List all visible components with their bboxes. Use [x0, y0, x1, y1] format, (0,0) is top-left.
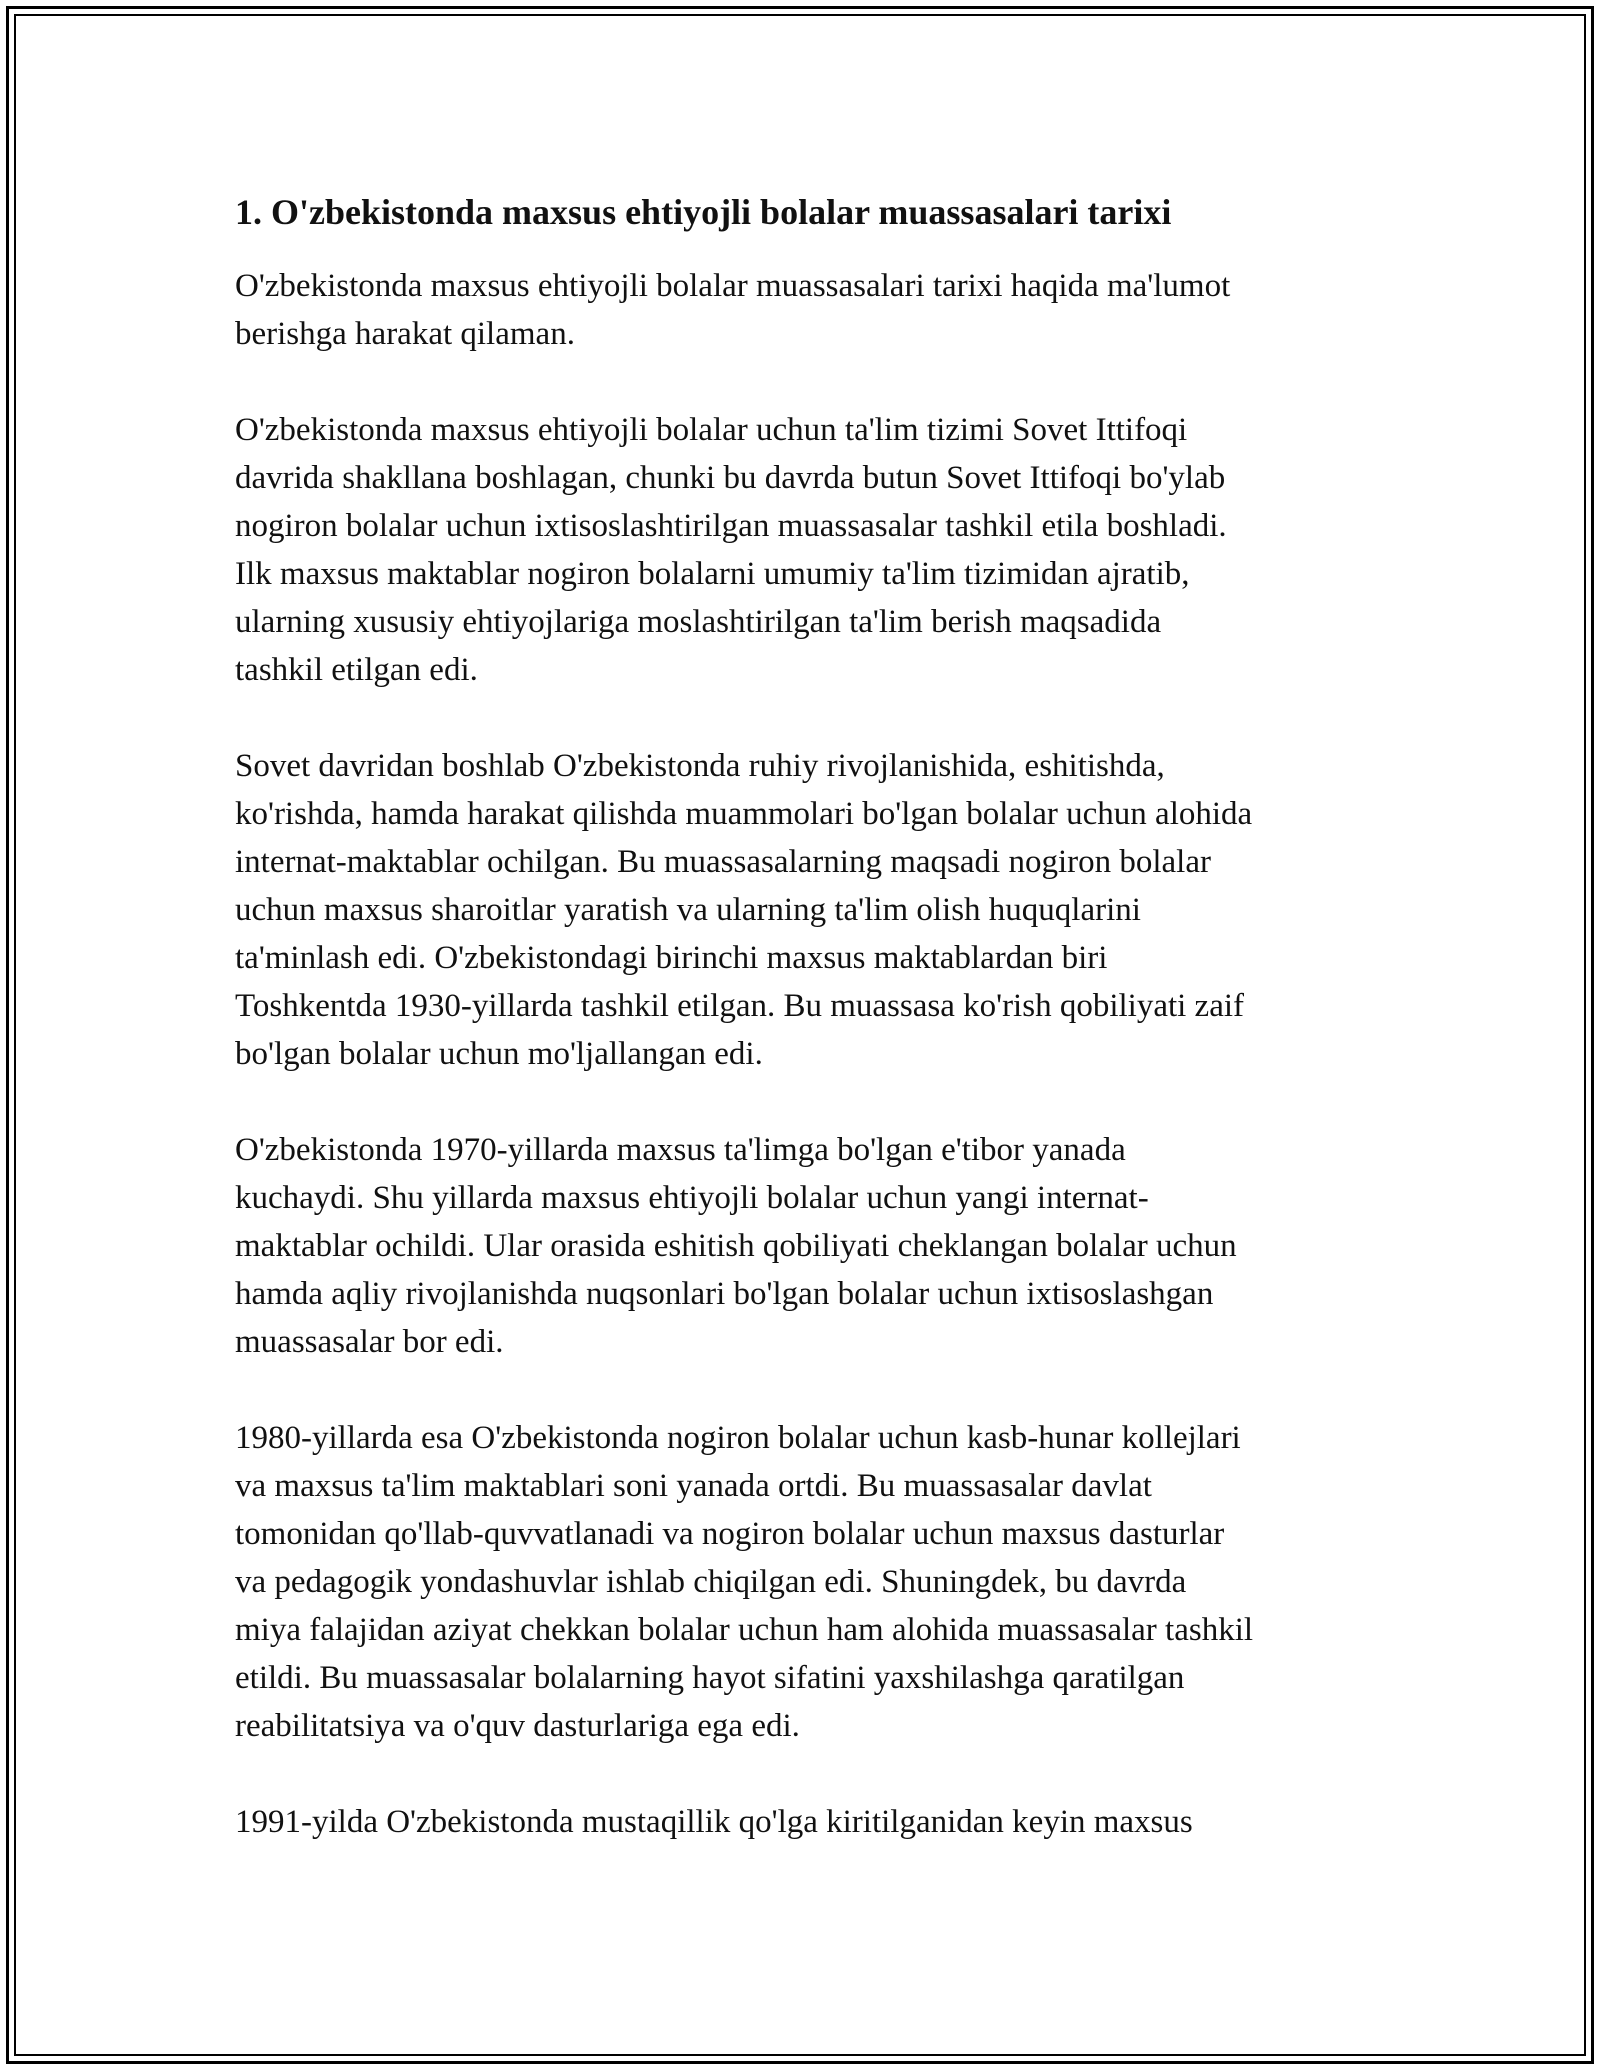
- text-line: berishga harakat qilaman.: [235, 316, 575, 352]
- text-line: tashkil etilgan edi.: [235, 652, 478, 688]
- text-line: miya falajidan aziyat chekkan bolalar uchun ham alohida muassasalar tashkil: [235, 1612, 1254, 1648]
- paragraph-1: [235, 262, 1375, 358]
- text-line: O'zbekistonda maxsus ehtiyojli bolalar muassasalari tarixi haqida ma'lumot: [235, 268, 1231, 304]
- paragraph-2: [235, 406, 1375, 694]
- text-line: ularning xususiy ehtiyojlariga moslashtirilgan ta'lim berish maqsadida: [235, 604, 1162, 640]
- text-line: maktablar ochildi. Ular orasida eshitish qobiliyati cheklangan bolalar uchun: [235, 1228, 1237, 1264]
- text-line: nogiron bolalar uchun ixtisoslashtirilgan muassasalar tashkil etila boshladi.: [235, 508, 1227, 544]
- text-line: O'zbekistonda 1970-yillarda maxsus ta'limga bo'lgan e'tibor yanada: [235, 1132, 1126, 1168]
- page-title: 1. O'zbekistonda maxsus ehtiyojli bolalar muassasalari tarixi: [235, 192, 1172, 232]
- text-line: ko'rishda, hamda harakat qilishda muammolari bo'lgan bolalar uchun alohida: [235, 796, 1253, 832]
- text-line: 1980-yillarda esa O'zbekistonda nogiron bolalar uchun kasb-hunar kollejlari: [235, 1420, 1241, 1456]
- text-line: hamda aqliy rivojlanishda nuqsonlari bo'lgan bolalar uchun ixtisoslashgan: [235, 1276, 1214, 1312]
- paragraph-4: [235, 1126, 1375, 1366]
- text-line: muassasalar bor edi.: [235, 1324, 504, 1360]
- text-line: O'zbekistonda maxsus ehtiyojli bolalar uchun ta'lim tizimi Sovet Ittifoqi: [235, 412, 1188, 448]
- text-line: Ilk maxsus maktablar nogiron bolalarni umumiy ta'lim tizimidan ajratib,: [235, 556, 1190, 592]
- text-line: etildi. Bu muassasalar bolalarning hayot sifatini yaxshilashga qaratilgan: [235, 1660, 1185, 1696]
- text-line: Toshkentda 1930-yillarda tashkil etilgan. Bu muassasa ko'rish qobiliyati zaif: [235, 988, 1245, 1024]
- paragraph-6: [235, 1798, 1375, 1846]
- document-body: [235, 188, 1375, 1894]
- text-line: tomonidan qo'llab-quvvatlanadi va nogiron bolalar uchun maxsus dasturlar: [235, 1516, 1225, 1552]
- text-line: ta'minlash edi. O'zbekistondagi birinchi maxsus maktablardan biri: [235, 940, 1108, 976]
- paragraph-5: [235, 1414, 1375, 1750]
- text-line: davrida shakllana boshlagan, chunki bu davrda butun Sovet Ittifoqi bo'ylab: [235, 460, 1226, 496]
- text-line: uchun maxsus sharoitlar yaratish va ularning ta'lim olish huquqlarini: [235, 892, 1141, 928]
- text-line: va pedagogik yondashuvlar ishlab chiqilgan edi. Shuningdek, bu davrda: [235, 1564, 1187, 1600]
- text-line: reabilitatsiya va o'quv dasturlariga ega edi.: [235, 1708, 800, 1744]
- text-line: Sovet davridan boshlab O'zbekistonda ruhiy rivojlanishida, eshitishda,: [235, 748, 1165, 784]
- text-line: va maxsus ta'lim maktablari soni yanada ortdi. Bu muassasalar davlat: [235, 1468, 1152, 1504]
- text-line: internat-maktablar ochilgan. Bu muassasalarning maqsadi nogiron bolalar: [235, 844, 1211, 880]
- text-line: bo'lgan bolalar uchun mo'ljallangan edi.: [235, 1036, 763, 1072]
- text-line: kuchaydi. Shu yillarda maxsus ehtiyojli bolalar uchun yangi internat-: [235, 1180, 1149, 1216]
- text-line: 1991-yilda O'zbekistonda mustaqillik qo'lga kiritilganidan keyin maxsus: [235, 1804, 1193, 1840]
- paragraph-3: [235, 742, 1375, 1078]
